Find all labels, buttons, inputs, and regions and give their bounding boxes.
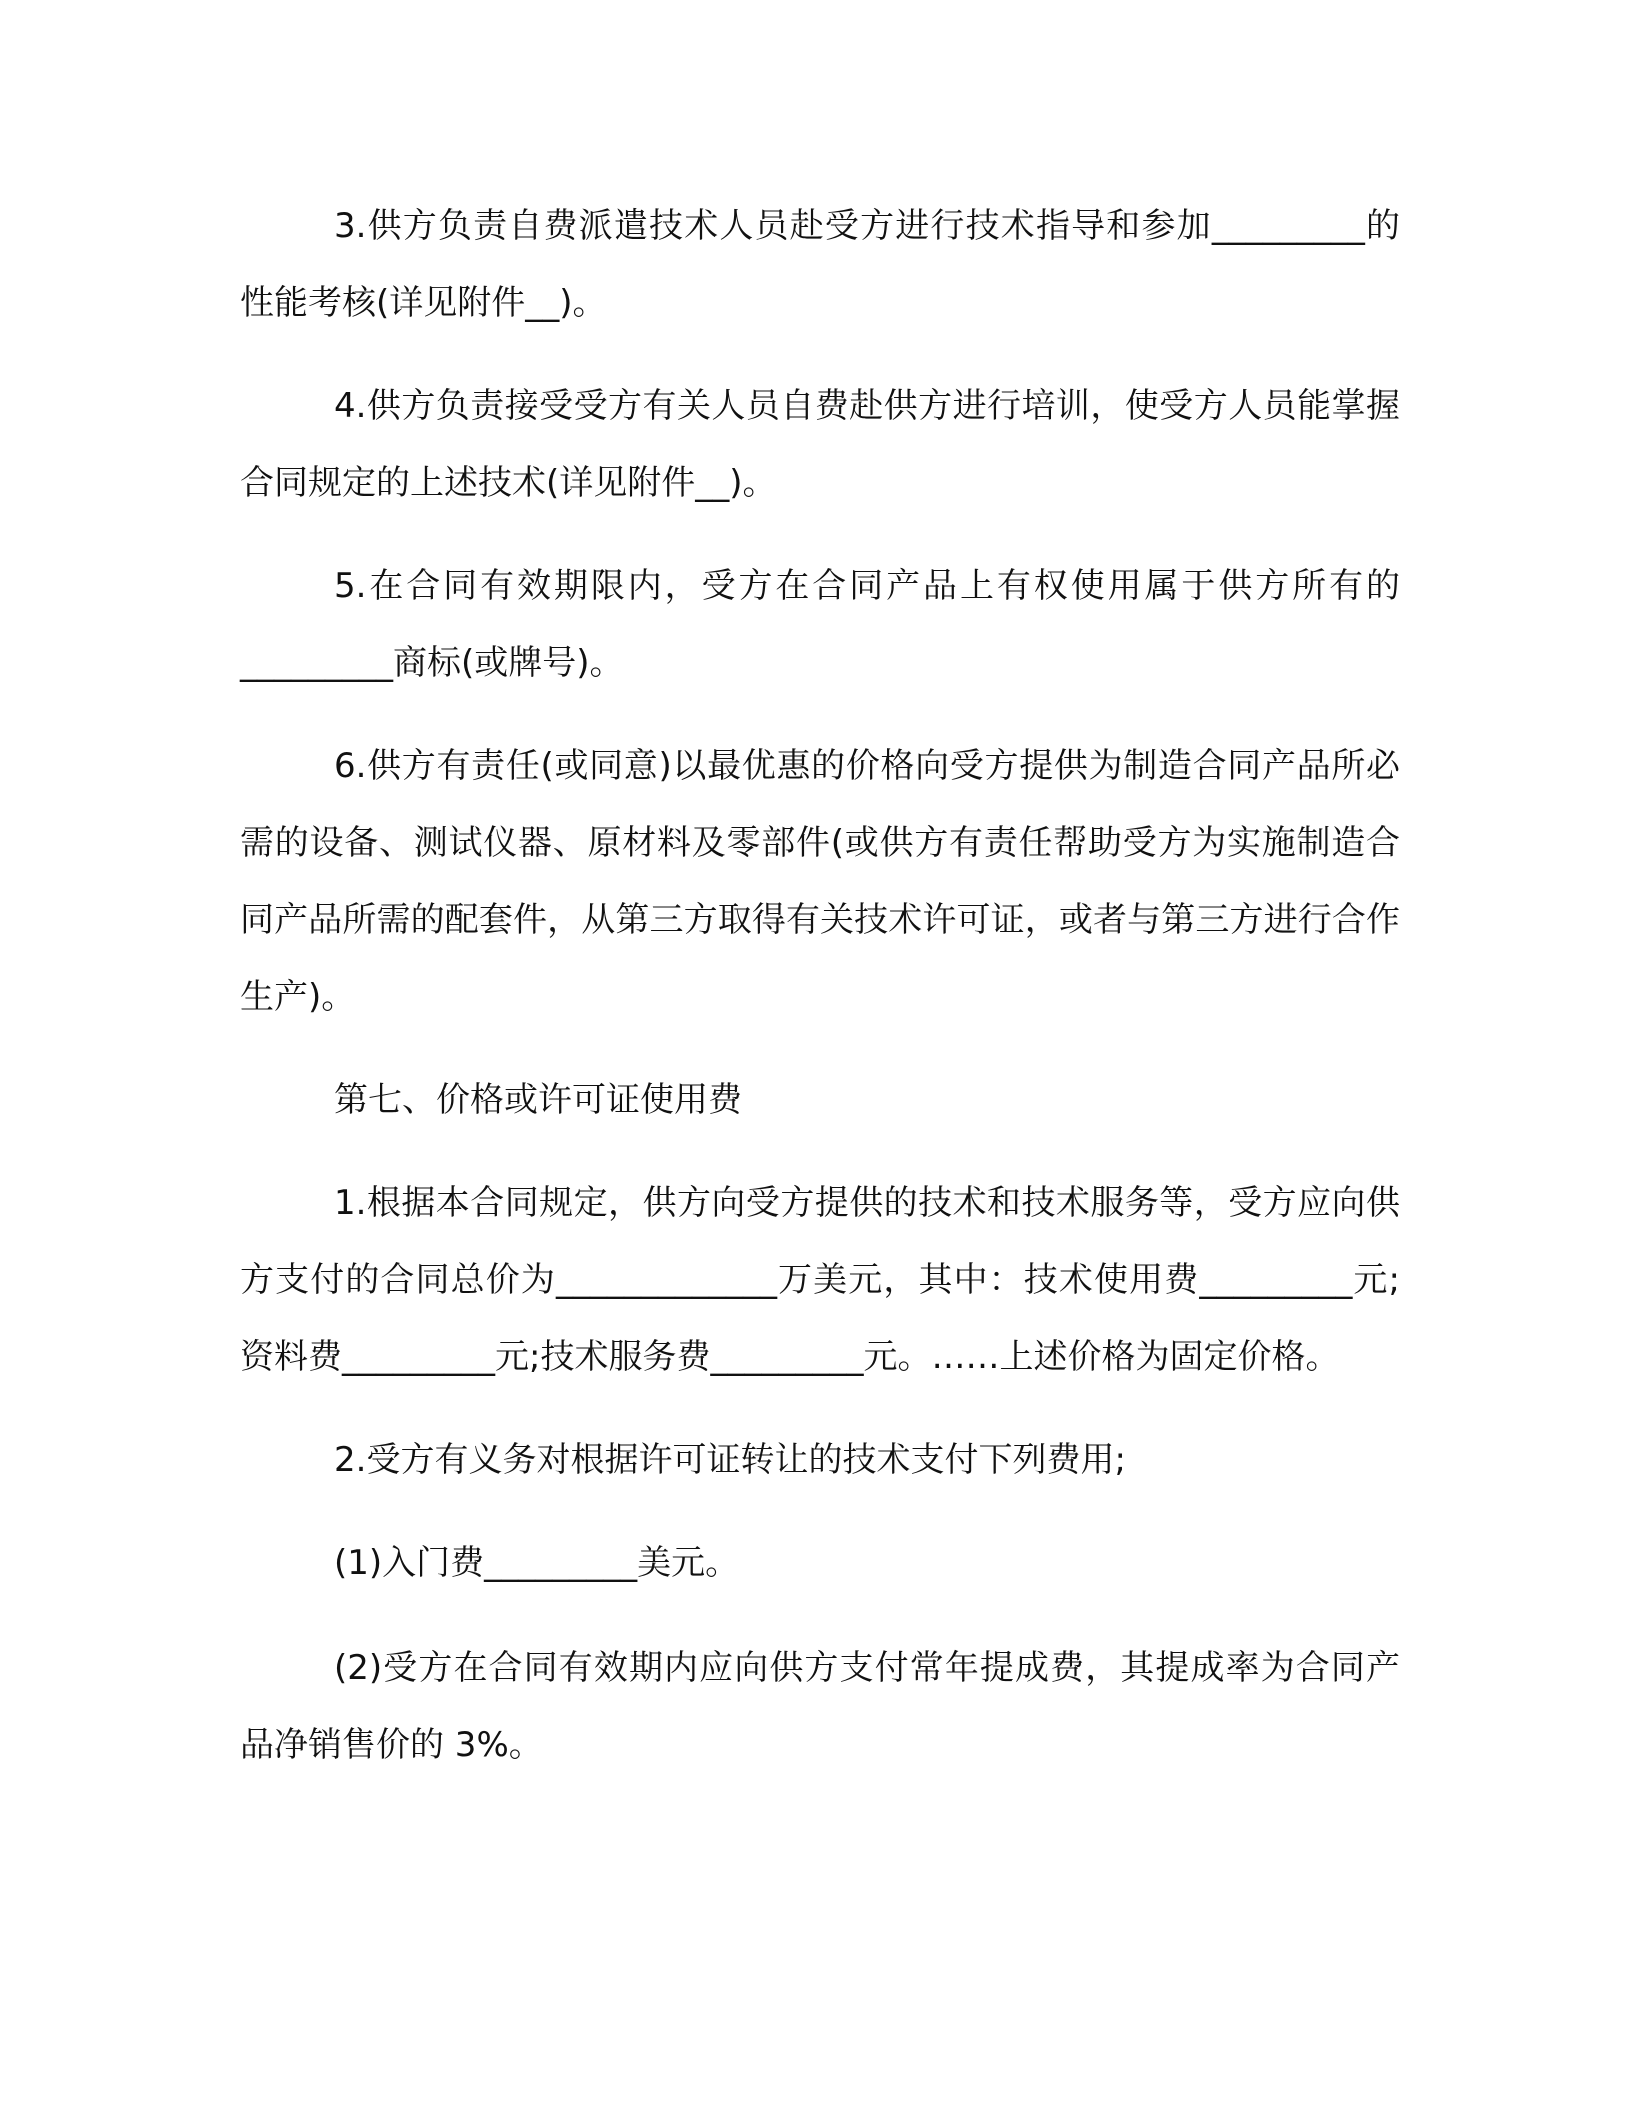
fee-item-1: (1)入门费_________美元。 <box>334 1543 740 1583</box>
clause-3: 3.供方负责自费派遣技术人员赴受方进行技术指导和参加_________的性能考核(详见附件__)。 <box>240 206 1400 323</box>
document-page <box>240 188 1400 1810</box>
clause-6: 6.供方有责任(或同意)以最优惠的价格向受方提供为制造合同产品所必需的设备、测试仪器、原材料及零部件(或供方有责任帮助受方为实施制造合同产品所需的配套件，从第三方取得有关技术许可证，或者与第三方进行合作生产)。 <box>240 746 1400 1017</box>
price-clause-1: 1.根据本合同规定，供方向受方提供的技术和技术服务等，受方应向供方支付的合同总价为_____________万美元，其中：技术使用费_________元;资料费_________元;技术服务费_________元。……上述价格为固定价格。 <box>240 1183 1400 1377</box>
fee-item-2: (2)受方在合同有效期内应向供方支付常年提成费，其提成率为合同产品净销售价的 3%。 <box>240 1648 1400 1765</box>
section-heading-price: 第七、价格或许可证使用费 <box>334 1080 742 1120</box>
clause-5: 5.在合同有效期限内，受方在合同产品上有权使用属于供方所有的_________商标(或牌号)。 <box>240 566 1400 683</box>
clause-4: 4.供方负责接受受方有关人员自费赴供方进行培训，使受方人员能掌握合同规定的上述技术(详见附件__)。 <box>240 386 1400 503</box>
price-clause-2: 2.受方有义务对根据许可证转让的技术支付下列费用; <box>334 1440 1126 1480</box>
